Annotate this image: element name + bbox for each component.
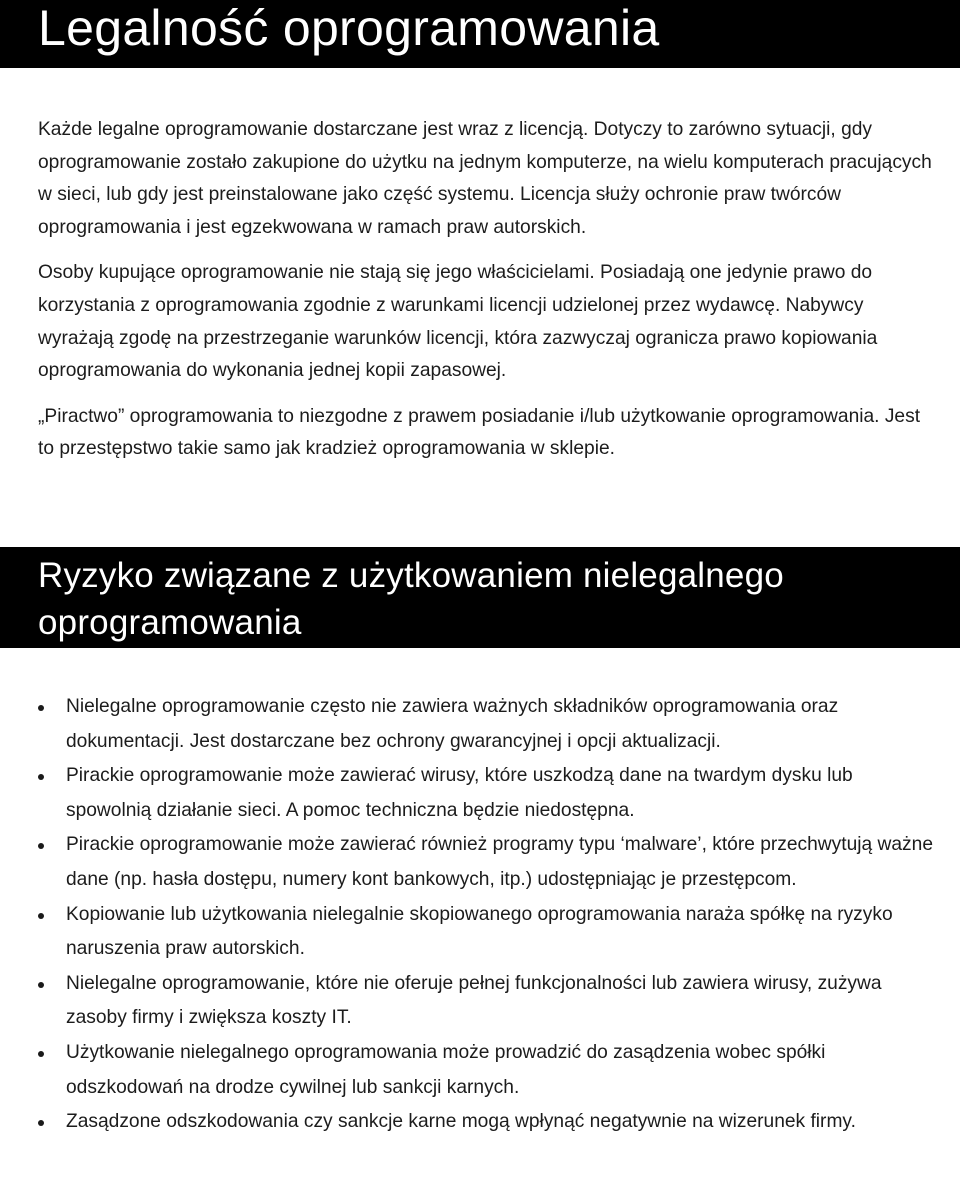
list-item	[38, 1105, 938, 1140]
bullet-icon	[38, 843, 44, 849]
list-item-text: Zasądzone odszkodowania czy sankcje karne mogą wpłynąć negatywnie na wizerunek firmy.	[66, 1111, 856, 1133]
bullet-icon	[38, 1120, 44, 1126]
bullet-icon	[38, 774, 44, 780]
intro-paragraph: Każde legalne oprogramowanie dostarczane jest wraz z licencją. Dotyczy to zarówno sytuacji, gdy oprogramowanie zostało zakupione do użytku na jednym komputerze, na wielu komputerach pracujących w sieci, lub gdy jest preinstalowane jako część systemu. Licencja służy ochronie praw twórców oprogramowania i jest egzekwowana w ramach praw autorskich.	[38, 119, 932, 238]
list-item	[38, 967, 938, 1036]
list-item-text: Pirackie oprogramowanie może zawierać również programy typu ‘malware’, które przechwytują ważne dane (np. hasła dostępu, numery kont bankowych, itp.) udostępniając je przestępcom.	[66, 834, 933, 890]
list-item-text: Kopiowanie lub użytkowania nielegalnie skopiowanego oprogramowania naraża spółkę na ryzyko naruszenia praw autorskich.	[66, 903, 893, 960]
list-item-text: Pirackie oprogramowanie może zawierać wirusy, które uszkodzą dane na twardym dysku lub spowolnią działanie sieci. A pomoc techniczna będzie niedostępna.	[66, 765, 853, 821]
list-item	[38, 898, 938, 967]
intro-paragraph: „Piractwo” oprogramowania to niezgodne z prawem posiadanie i/lub użytkowanie oprogramowania. Jest to przestępstwo takie samo jak kradzież oprogramowania w sklepie.	[38, 405, 921, 460]
bullet-icon	[38, 913, 44, 919]
bullet-icon	[38, 1051, 44, 1057]
list-item-text: Użytkowanie nielegalnego oprogramowania może prowadzić do zasądzenia wobec spółki odszkodowań na drodze cywilnej lub sankcji karnych.	[66, 1041, 826, 1098]
list-item	[38, 690, 938, 759]
list-item	[38, 828, 938, 897]
risk-list	[38, 690, 938, 1140]
intro-paragraph: Osoby kupujące oprogramowanie nie stają się jego właścicielami. Posiadają one jedynie prawo do korzystania z oprogramowania zgodnie z warunkami licencji udzielonej przez wydawcę. Nabywcy wyrażają zgodę na przestrzeganie warunków licencji, która zazwyczaj ogranicza prawo kopiowania oprogramowania do wykonania jednej kopii zapasowej.	[38, 262, 878, 382]
header-banner	[0, 0, 960, 68]
section-banner	[0, 547, 960, 648]
list-item	[38, 1036, 938, 1105]
bullet-icon	[38, 982, 44, 988]
bullet-icon	[38, 705, 44, 711]
intro-section	[38, 114, 938, 479]
section-heading: Ryzyko związane z użytkowaniem nielegalnego oprogramowania	[38, 556, 784, 642]
page-title: Legalność oprogramowania	[38, 0, 660, 56]
list-item	[38, 759, 938, 828]
list-item-text: Nielegalne oprogramowanie, które nie oferuje pełnej funkcjonalności lub zawiera wirusy, zużywa zasoby firmy i zwiększa koszty IT.	[66, 972, 882, 1029]
list-item-text: Nielegalne oprogramowanie często nie zawiera ważnych składników oprogramowania oraz dokumentacji. Jest dostarczane bez ochrony gwarancyjnej i opcji aktualizacji.	[66, 696, 839, 752]
